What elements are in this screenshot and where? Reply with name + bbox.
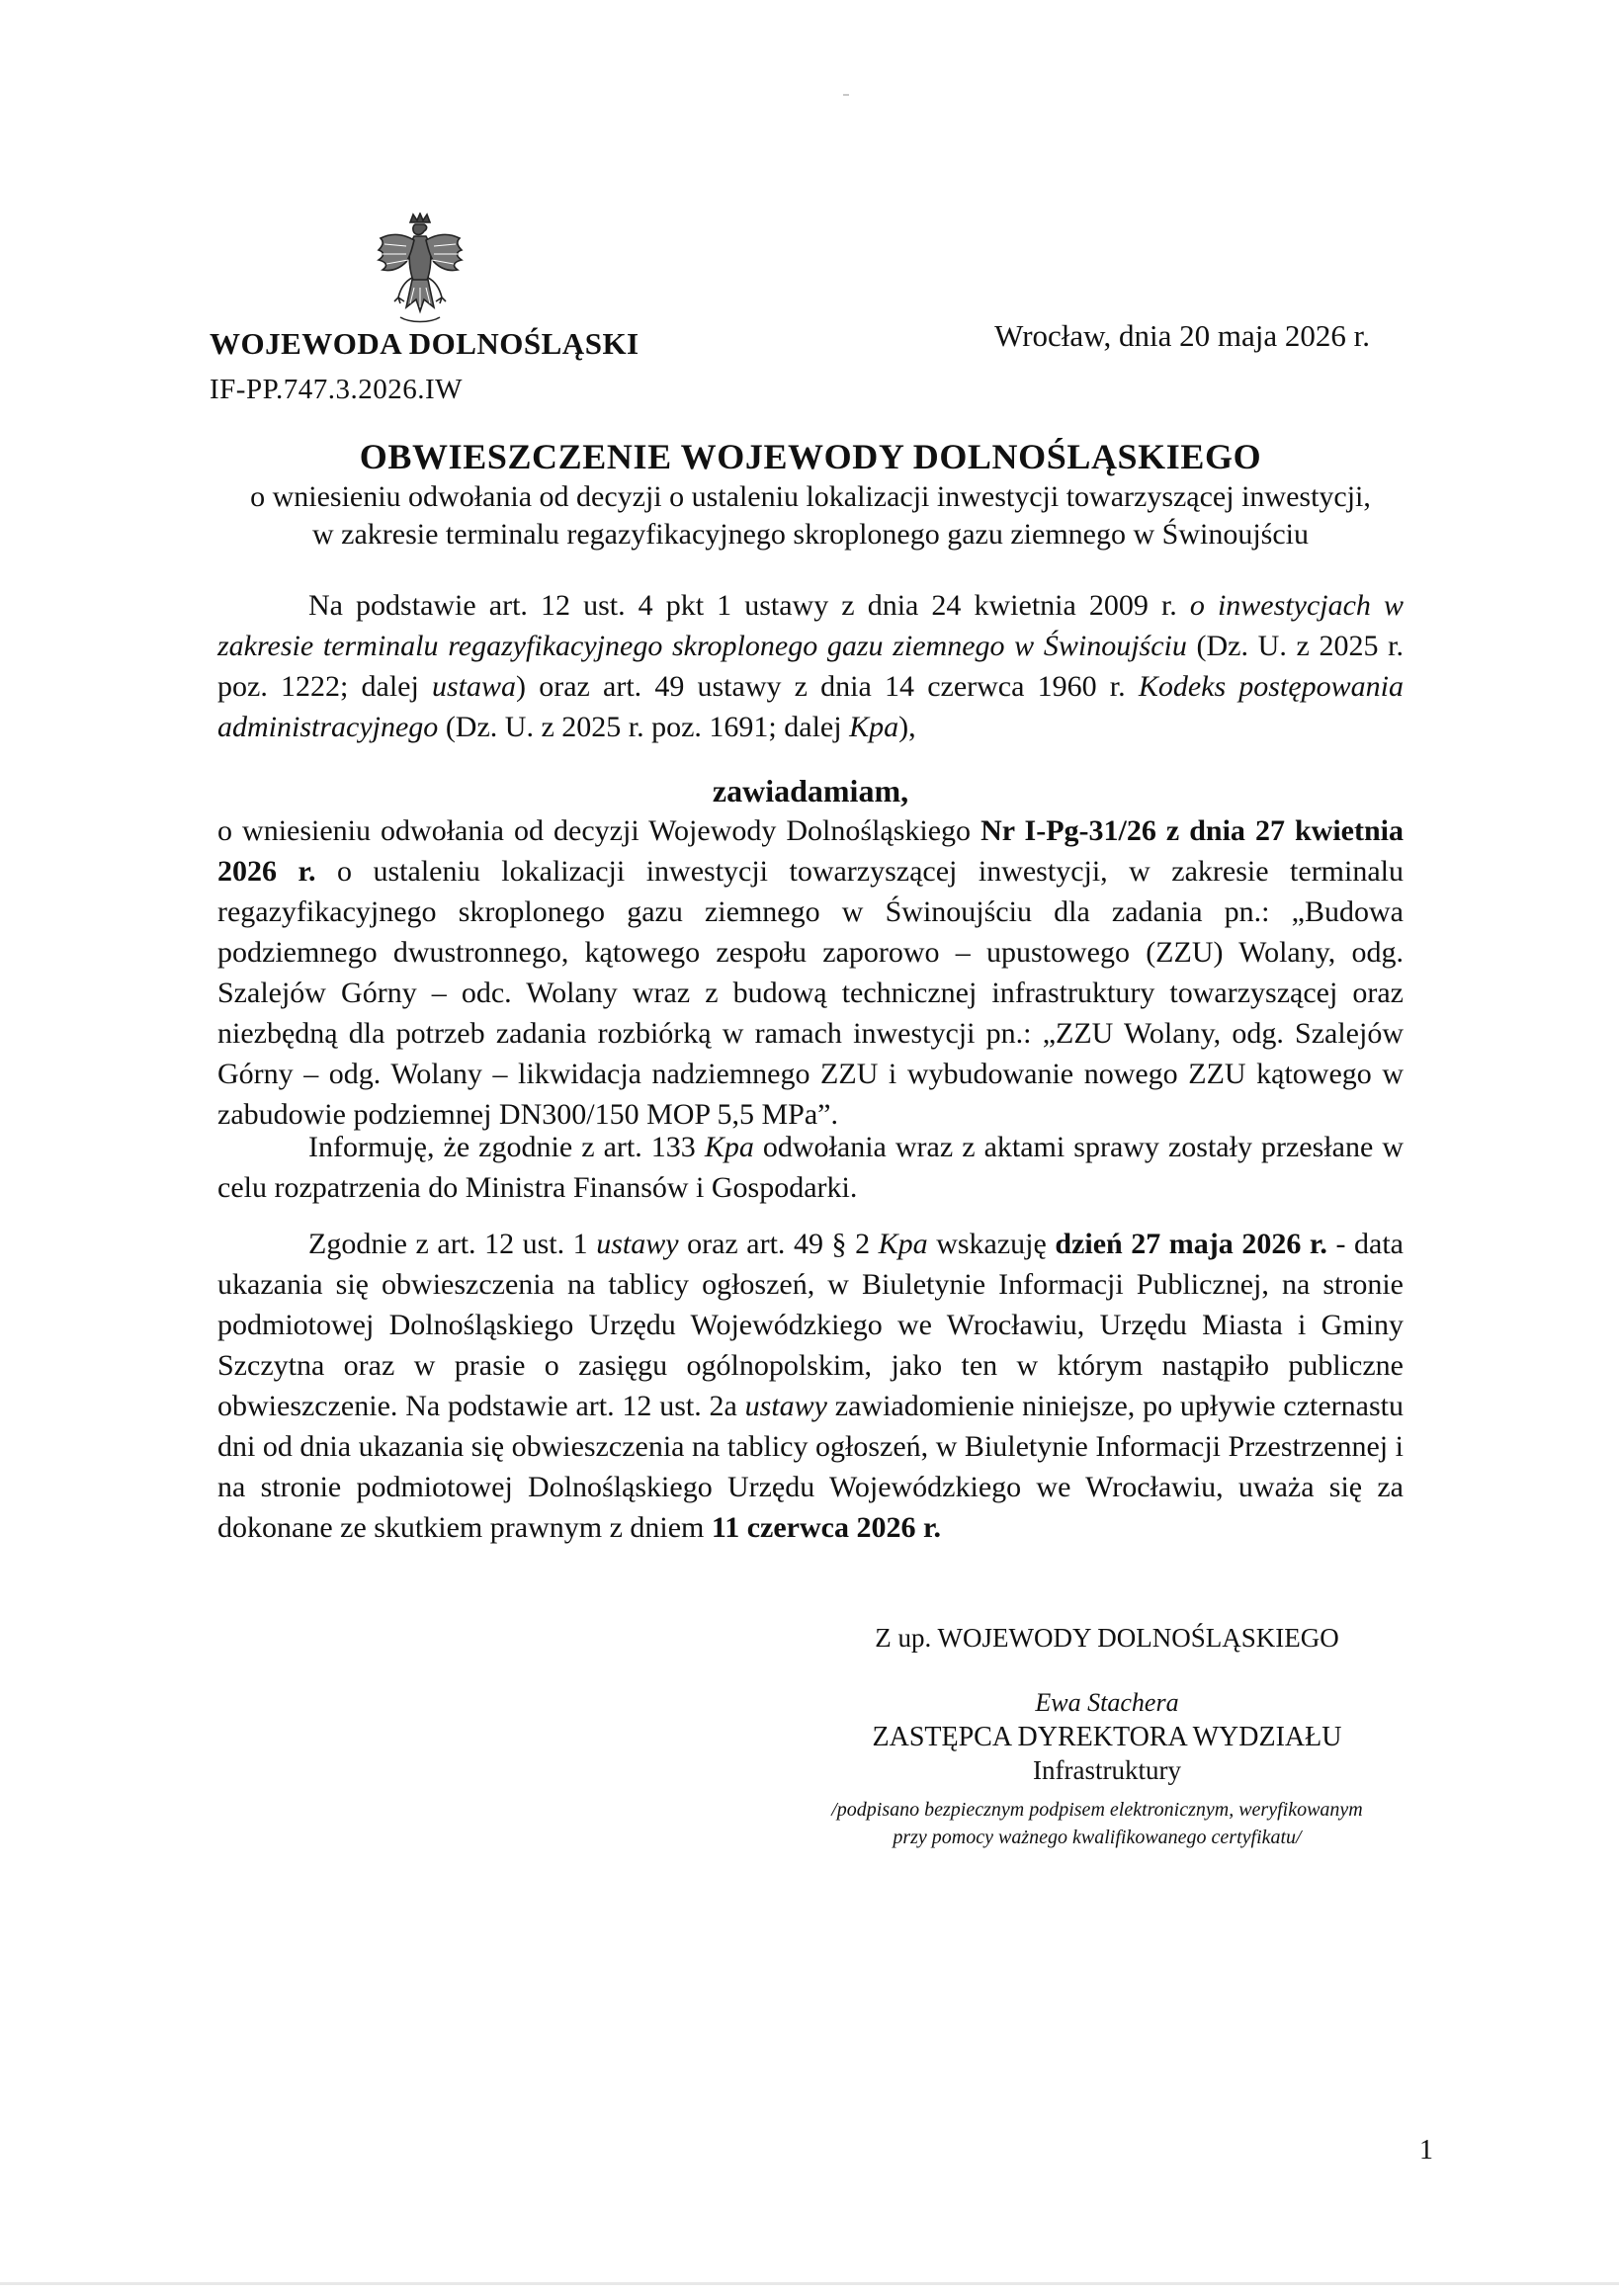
act-abbrev: ustawy [744, 1390, 827, 1422]
code-title: Kodeks postępowania administracyjnego [217, 670, 1404, 743]
dates-paragraph [217, 1224, 1404, 1548]
notice-paragraph [217, 810, 1404, 1135]
e-signature-note [791, 1796, 1404, 1851]
intro-paragraph [217, 585, 1404, 747]
issuer-name: WOJEWODA DOLNOŚLĄSKI [210, 326, 639, 361]
inform-text: Informuję, że zgodnie z art. 133 [308, 1131, 705, 1163]
signatory-name: Ewa Stachera [1035, 1688, 1179, 1717]
signature-on-behalf: Z up. WOJEWODY DOLNOŚLĄSKIEGO [875, 1623, 1339, 1653]
subtitle-line-1: o wniesieniu odwołania od decyzji o ustaleniu lokalizacji inwestycji towarzyszącej inwestycji, [250, 480, 1371, 513]
notice-text: o wniesieniu odwołania od decyzji Wojewody Dolnośląskiego [217, 814, 981, 847]
effective-date: 11 czerwca 2026 r. [711, 1511, 942, 1544]
page-number: 1 [1419, 2135, 1433, 2166]
publication-date: dzień 27 maja 2026 r. [1055, 1228, 1327, 1260]
decision-number: Nr I-Pg-31/26 z dnia 27 kwietnia 2026 r. [217, 814, 1404, 888]
inform-text: odwołania wraz z aktami sprawy zostały przesłane w celu rozpatrzenia do Ministra Finansów i Gospodarki. [217, 1131, 1404, 1204]
title-block [198, 435, 1423, 553]
dates-text: zawiadomienie niniejsze, po upływie czternastu dni od dnia ukazania się obwieszczenia na tablicy ogłoszeń, w Biuletynie Informacji Przestrzennej i na stronie podmiotowej Dolnośląskiego Urzędu Wojewódzkiego we Wrocławiu, uważa się za dokonane ze skutkiem prawnym z dniem [217, 1390, 1404, 1544]
e-signature-note-line-2: przy pomocy ważnego kwalifikowanego certyfikatu/ [893, 1827, 1302, 1848]
subtitle-line-2: w zakresie terminalu regazyfikacyjnego skroplonego gazu ziemnego w Świnoujściu [311, 518, 1309, 551]
dates-text: wskazuję [927, 1228, 1056, 1260]
intro-text: ) oraz art. 49 ustawy z dnia 14 czerwca 1960 r. [516, 670, 1139, 703]
intro-text: Na podstawie art. 12 ust. 4 pkt 1 ustawy z dnia 24 kwietnia 2009 r. [308, 589, 1190, 622]
code-abbrev: Kpa [849, 711, 899, 743]
intro-text: ), [898, 711, 916, 743]
scan-bottom-edge [0, 2282, 1619, 2285]
dates-text: oraz art. 49 § 2 [678, 1228, 879, 1260]
announcement: zawiadamiam, [712, 773, 909, 808]
code-abbrev: Kpa [878, 1228, 928, 1260]
reference-number: IF-PP.747.3.2026.IW [210, 374, 464, 405]
code-abbrev: Kpa [704, 1131, 754, 1163]
dates-text: - data ukazania się obwieszczenia na tablicy ogłoszeń, w Biuletynie Informacji Publicznej, na stronie podmiotowej Dolnośląskiego Urzędu Wojewódzkiego we Wrocławiu, Urzędu Miasta i Gminy Szczytna oraz w prasie o zasięgu ogólnopolskim, jako ten w którym nastąpiło publiczne obwieszczenie. Na podstawie art. 12 ust. 2a [217, 1228, 1404, 1422]
scan-speck [843, 94, 849, 96]
act-abbrev: ustawy [596, 1228, 679, 1260]
polish-eagle-emblem-icon [371, 213, 469, 329]
notice-text: o ustaleniu lokalizacji inwestycji towarzyszącej inwestycji, w zakresie terminalu regazyfikacyjnego skroplonego gazu ziemnego w Świnoujściu dla zadania pn.: „Budowa podziemnego dwustronnego, kątowego zespołu zaporowo – upustowego (ZZU) Wolany, odg. Szalejów Górny – odc. Wolany wraz z budową technicznej infrastruktury towarzyszącej oraz niezbędną dla potrzeb zadania rozbiórką w ramach inwestycji pn.: „ZZU Wolany, odg. Szalejów Górny – odg. Wolany – likwidacja nadziemnego ZZU i wybudowanie nowego ZZU kątowego w zabudowie podziemnej DN300/150 MOP 5,5 MPa”. [217, 855, 1404, 1131]
intro-text: (Dz. U. z 2025 r. poz. 1222; dalej [217, 630, 1404, 703]
inform-paragraph [217, 1127, 1404, 1208]
place-date: Wrocław, dnia 20 maja 2026 r. [994, 318, 1370, 353]
act-abbrev: ustawa [432, 670, 517, 703]
document-title: OBWIESZCZENIE WOJEWODY DOLNOŚLĄSKIEGO [359, 437, 1262, 476]
signatory-department: Infrastruktury [1033, 1755, 1181, 1785]
dates-text: Zgodnie z art. 12 ust. 1 [308, 1228, 597, 1260]
intro-text: (Dz. U. z 2025 r. poz. 1691; dalej [438, 711, 850, 743]
signatory-position: ZASTĘPCA DYREKTORA WYDZIAŁU [872, 1722, 1342, 1752]
e-signature-note-line-1: /podpisano bezpiecznym podpisem elektronicznym, weryfikowanym [831, 1799, 1363, 1821]
act-title: o inwestycjach w zakresie terminalu regazyfikacyjnego skroplonego gazu ziemnego w Świnoujściu [217, 589, 1404, 662]
